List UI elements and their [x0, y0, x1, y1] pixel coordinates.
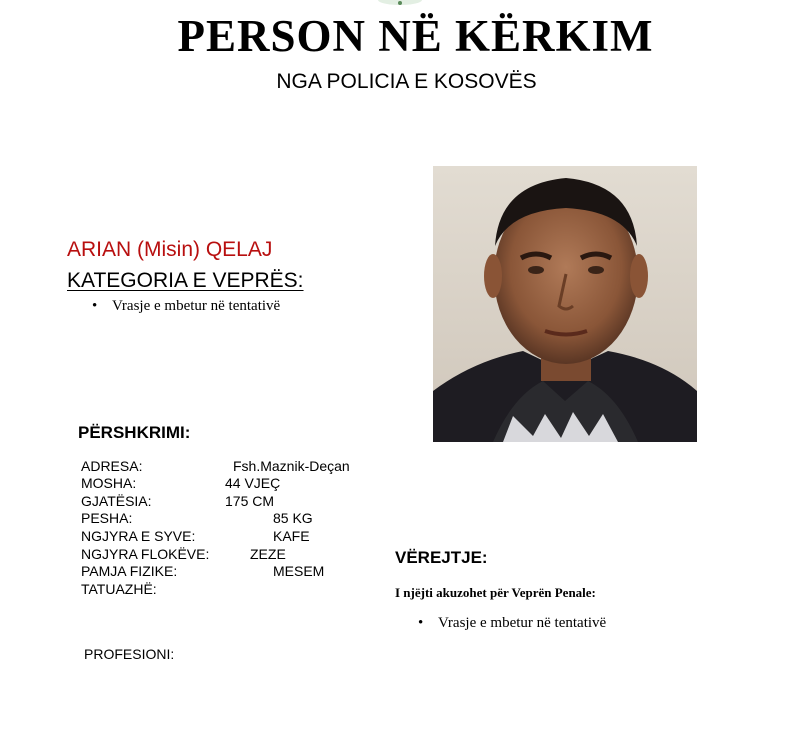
remarks-offense-text: Vrasje e mbetur në tentativë [438, 615, 607, 631]
height-value: 175 CM [225, 493, 275, 509]
remarks-text: I njëjti akuzohet për Veprën Penale: [395, 585, 596, 600]
build-label: PAMJA FIZIKE: [81, 563, 178, 579]
bullet-icon: • [418, 615, 424, 631]
age-value: 44 VJEÇ [225, 475, 281, 491]
description-heading: PËRSHKRIMI: [78, 423, 191, 442]
weight-label: PESHA: [81, 510, 133, 526]
person-photo [433, 166, 697, 442]
bullet-icon: • [92, 298, 98, 314]
person-photo-icon [433, 166, 697, 442]
hair-color-label: NGJYRA FLOKËVE: [81, 546, 210, 562]
remarks-heading: VËREJTJE: [395, 548, 488, 567]
eye-color-label: NGJYRA E SYVE: [81, 528, 196, 544]
address-value: Fsh.Maznik-Deçan [233, 458, 350, 474]
offense-text: Vrasje e mbetur në tentativë [112, 298, 281, 314]
emblem-fragment [350, 0, 450, 8]
profession-label: PROFESIONI: [84, 646, 175, 662]
height-label: GJATËSIA: [81, 493, 152, 509]
address-label: ADRESA: [81, 458, 143, 474]
offense-category-heading: KATEGORIA E VEPRËS: [67, 269, 304, 292]
build-value: MESEM [273, 563, 325, 579]
weight-value: 85 KG [273, 510, 313, 526]
page-subtitle: NGA POLICIA E KOSOVËS [276, 70, 537, 93]
remarks-offense-list-item [418, 615, 606, 632]
page-title: PERSON NË KËRKIM [177, 11, 654, 61]
age-label: MOSHA: [81, 475, 137, 491]
eye-color-value: KAFE [273, 528, 310, 544]
offense-list-item [92, 298, 280, 315]
person-name: ARIAN (Misin) QELAJ [67, 238, 273, 261]
hair-color-value: ZEZE [250, 546, 286, 562]
tattoo-label: TATUAZHË: [81, 581, 157, 597]
